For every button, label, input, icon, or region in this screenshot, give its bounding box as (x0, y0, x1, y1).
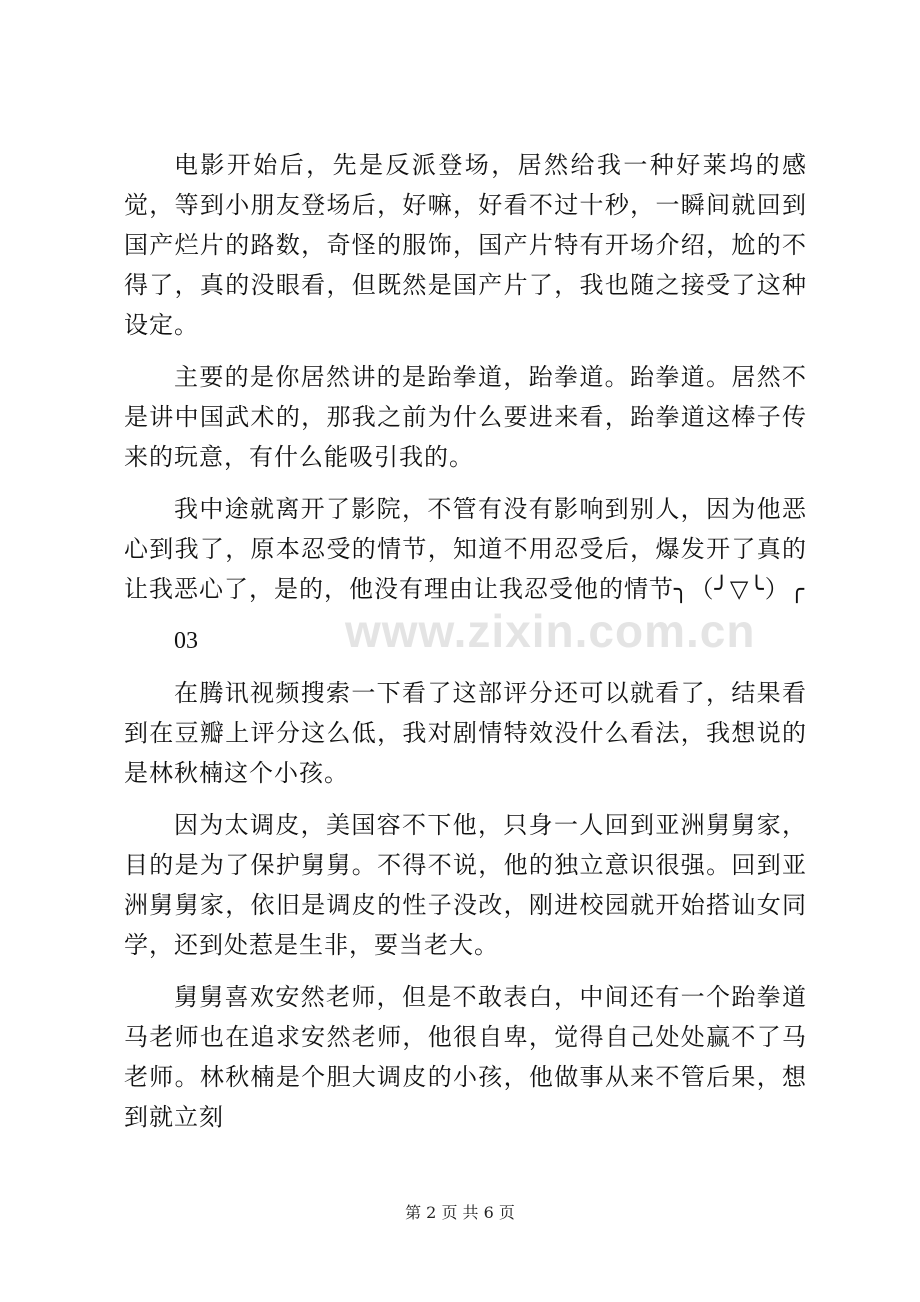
paragraph: 主要的是你居然讲的是跆拳道，跆拳道。跆拳道。居然不是讲中国武术的，那我之前为什么要进来看，跆拳道这棒子传来的玩意，有什么能吸引我的。 (124, 363, 807, 471)
watermark: www.zixin.com.cn (345, 605, 756, 657)
paragraph: 因为太调皮，美国容不下他，只身一人回到亚洲舅舅家，目的是为了保护舅舅。不得不说，他的独立意识很强。回到亚洲舅舅家，依旧是调皮的性子没改，刚进校园就开始搭讪女同学，还到处惹是生非，要当老大。 (124, 811, 807, 959)
paragraph: 舅舅喜欢安然老师，但是不敢表白，中间还有一个跆拳道马老师也在追求安然老师，他很自卑，觉得自己处处赢不了马老师。林秋楠是个胆大调皮的小孩，他做事从来不管后果，想到就立刻 (124, 983, 807, 1131)
document-body (124, 145, 807, 1137)
page-footer: 第 2 页 共 6 页 (405, 1203, 515, 1222)
paragraph: 我中途就离开了影院，不管有没有影响到别人，因为他恶心到我了，原本忍受的情节，知道不用忍受后，爆发开了真的让我恶心了，是的，他没有理由让我忍受他的情节╮（╯▽╰）╭ (124, 495, 807, 603)
paragraph: 在腾讯视频搜索一下看了这部评分还可以就看了，结果看到在豆瓣上评分这么低，我对剧情特效没什么看法，我想说的是林秋楠这个小孩。 (124, 679, 807, 787)
paragraph: 电影开始后，先是反派登场，居然给我一种好莱坞的感觉，等到小朋友登场后，好嘛，好看不过十秒，一瞬间就回到国产烂片的路数，奇怪的服饰，国产片特有开场介绍，尬的不得了，真的没眼看，但既然是国产片了，我也随之接受了这种设定。 (124, 151, 807, 339)
section-number: 03 (174, 628, 198, 654)
